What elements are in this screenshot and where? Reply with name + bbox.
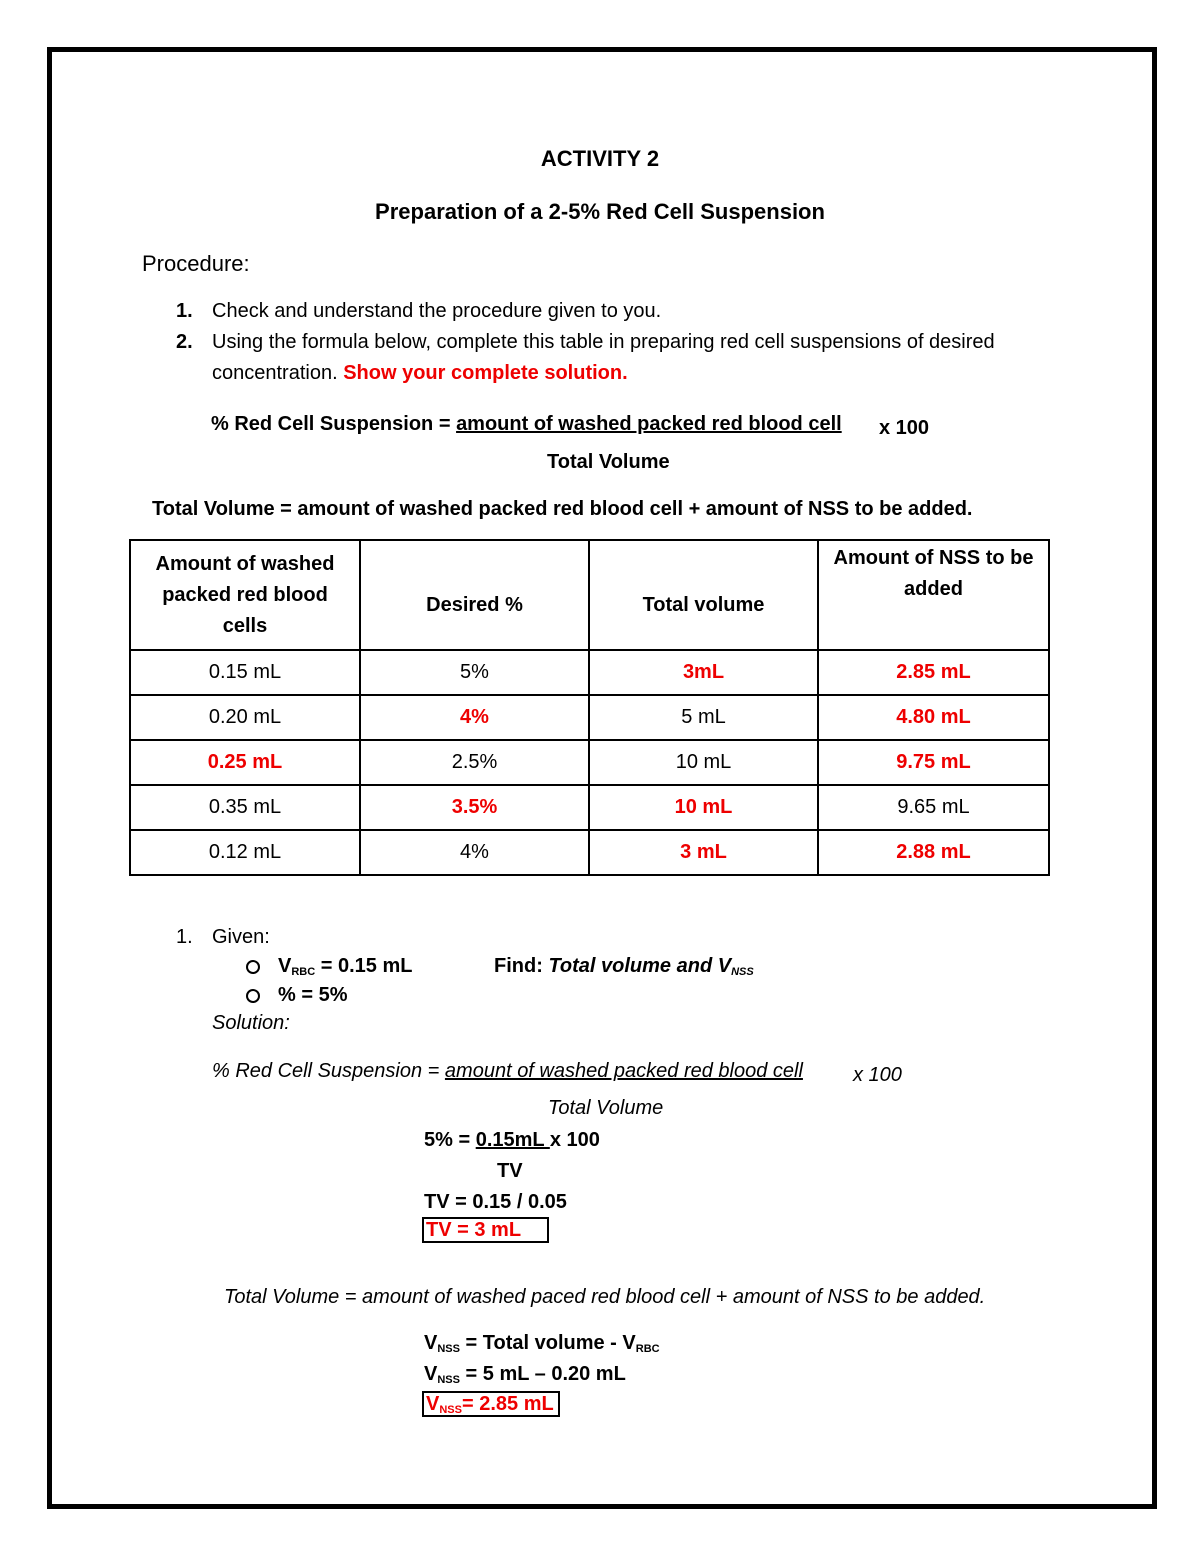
nss-subscript: NSS — [437, 1374, 460, 1386]
calc-lhs: 5% = — [424, 1129, 476, 1151]
solution-formula-numerator: amount of washed packed red blood cell — [444, 1060, 803, 1082]
cell-desired-percent: 4% — [360, 695, 589, 740]
header-line: Desired % — [426, 593, 523, 616]
step-number: 1. — [176, 300, 193, 322]
table-row — [130, 785, 1049, 830]
solution-number: 1. — [176, 926, 193, 948]
cell-desired-percent: 5% — [360, 650, 589, 695]
cell-washed-rbc: 0.15 mL — [130, 650, 360, 695]
calc-numerator: 0.15mL — [475, 1129, 550, 1151]
page-title: ACTIVITY 2 — [540, 146, 660, 171]
cell-nss-amount: 2.85 mL — [818, 650, 1049, 695]
given-label: Given: — [212, 926, 270, 948]
calc-line-2: TV — [497, 1160, 523, 1182]
find-value: Total volume and V — [548, 955, 732, 977]
table-row — [130, 650, 1049, 695]
formula-multiplier: x 100 — [879, 417, 930, 439]
table-row — [130, 695, 1049, 740]
cell-washed-rbc: 0.35 mL — [130, 785, 360, 830]
tv-result: TV = 3 mL — [422, 1217, 549, 1243]
cell-total-volume: 3mL — [589, 650, 818, 695]
cell-nss-amount: 9.75 mL — [818, 740, 1049, 785]
v-symbol: V — [278, 955, 292, 977]
v-symbol: V — [424, 1332, 438, 1354]
header-line: cells — [222, 614, 268, 637]
cell-washed-rbc: 0.25 mL — [130, 740, 360, 785]
find-label: Find: — [494, 955, 549, 977]
nss-subscript: NSS — [439, 1404, 462, 1416]
cell-desired-percent: 4% — [360, 830, 589, 875]
calc-multiplier: x 100 — [549, 1129, 600, 1151]
table-row — [130, 740, 1049, 785]
nss-result-value: = 2.85 mL — [461, 1393, 554, 1415]
nss-subscript: NSS — [437, 1343, 460, 1355]
formula-lhs: % Red Cell Suspension = — [211, 413, 457, 435]
cell-nss-amount: 4.80 mL — [818, 695, 1049, 740]
cell-desired-percent: 3.5% — [360, 785, 589, 830]
nss-line-1 — [424, 1332, 660, 1355]
header-line: Amount of NSS to be — [833, 547, 1034, 569]
nss-subscript: NSS — [731, 966, 754, 978]
total-volume-equation: Total Volume = amount of washed packed red blood cell + amount of NSS to be added. — [152, 498, 973, 520]
suspension-table — [129, 539, 1050, 876]
solution-total-volume-eq: Total Volume = amount of washed paced red blood cell + amount of NSS to be added. — [224, 1286, 986, 1308]
header-nss-amount — [818, 540, 1049, 650]
step-2-text-line1: Using the formula below, complete this table in preparing red cell suspensions of desired — [212, 331, 995, 353]
header-line: Amount of washed — [155, 552, 335, 575]
solution-formula-multiplier: x 100 — [853, 1064, 902, 1086]
cell-total-volume: 5 mL — [589, 695, 818, 740]
given-percent-value: % = 5% — [278, 984, 348, 1006]
procedure-label: Procedure: — [142, 251, 250, 276]
step-1 — [176, 300, 193, 323]
step-1-text: Check and understand the procedure given to you. — [212, 300, 662, 322]
solution-formula — [212, 1060, 803, 1083]
header-desired-percent — [360, 540, 589, 650]
cell-washed-rbc: 0.20 mL — [130, 695, 360, 740]
formula-numerator: amount of washed packed red blood cell — [456, 413, 842, 435]
find-text — [494, 955, 754, 978]
cell-nss-amount: 9.65 mL — [818, 785, 1049, 830]
calc-line-1 — [424, 1129, 600, 1152]
nss-result-box — [422, 1391, 560, 1417]
header-total-volume — [589, 540, 818, 650]
cell-washed-rbc: 0.12 mL — [130, 830, 360, 875]
bullet-icon — [246, 989, 260, 1003]
nss-line-1-rest: = Total volume - V — [459, 1332, 636, 1354]
given-vrbc — [246, 955, 412, 978]
formula-denominator: Total Volume — [547, 451, 670, 473]
table-row — [130, 830, 1049, 875]
formula — [211, 413, 842, 436]
step-number: 2. — [176, 331, 193, 353]
cell-nss-amount: 2.88 mL — [818, 830, 1049, 875]
cell-total-volume: 10 mL — [589, 785, 818, 830]
calc-line-3: TV = 0.15 / 0.05 — [424, 1191, 567, 1213]
solution-label: Solution: — [212, 1012, 290, 1034]
v-symbol: V — [424, 1363, 438, 1385]
header-washed-rbc — [130, 540, 360, 650]
nss-result — [422, 1393, 560, 1416]
page-subtitle: Preparation of a 2-5% Red Cell Suspension — [375, 199, 825, 224]
cell-total-volume: 10 mL — [589, 740, 818, 785]
rbc-subscript: RBC — [291, 966, 316, 978]
show-solution-note: Show your complete solution. — [343, 362, 628, 384]
solution-formula-denominator: Total Volume — [548, 1097, 664, 1119]
header-line: added — [904, 578, 963, 600]
given-vrbc-value: = 0.15 mL — [315, 955, 413, 977]
nss-line-2 — [424, 1363, 626, 1386]
table-header-row — [130, 540, 1049, 650]
bullet-icon — [246, 960, 260, 974]
cell-total-volume: 3 mL — [589, 830, 818, 875]
header-line: Total volume — [642, 593, 765, 616]
nss-line-2-rest: = 5 mL – 0.20 mL — [459, 1363, 626, 1385]
given-percent — [246, 984, 347, 1007]
calc-result — [422, 1219, 549, 1242]
v-symbol: V — [426, 1393, 440, 1415]
step-2 — [176, 331, 193, 354]
header-line: packed red blood — [162, 583, 328, 606]
solution-formula-lhs: % Red Cell Suspension = — [212, 1060, 445, 1082]
step-2-text-line2 — [212, 362, 628, 385]
rbc-subscript: RBC — [635, 1343, 660, 1355]
step-2-concentration: concentration. — [212, 362, 338, 384]
cell-desired-percent: 2.5% — [360, 740, 589, 785]
